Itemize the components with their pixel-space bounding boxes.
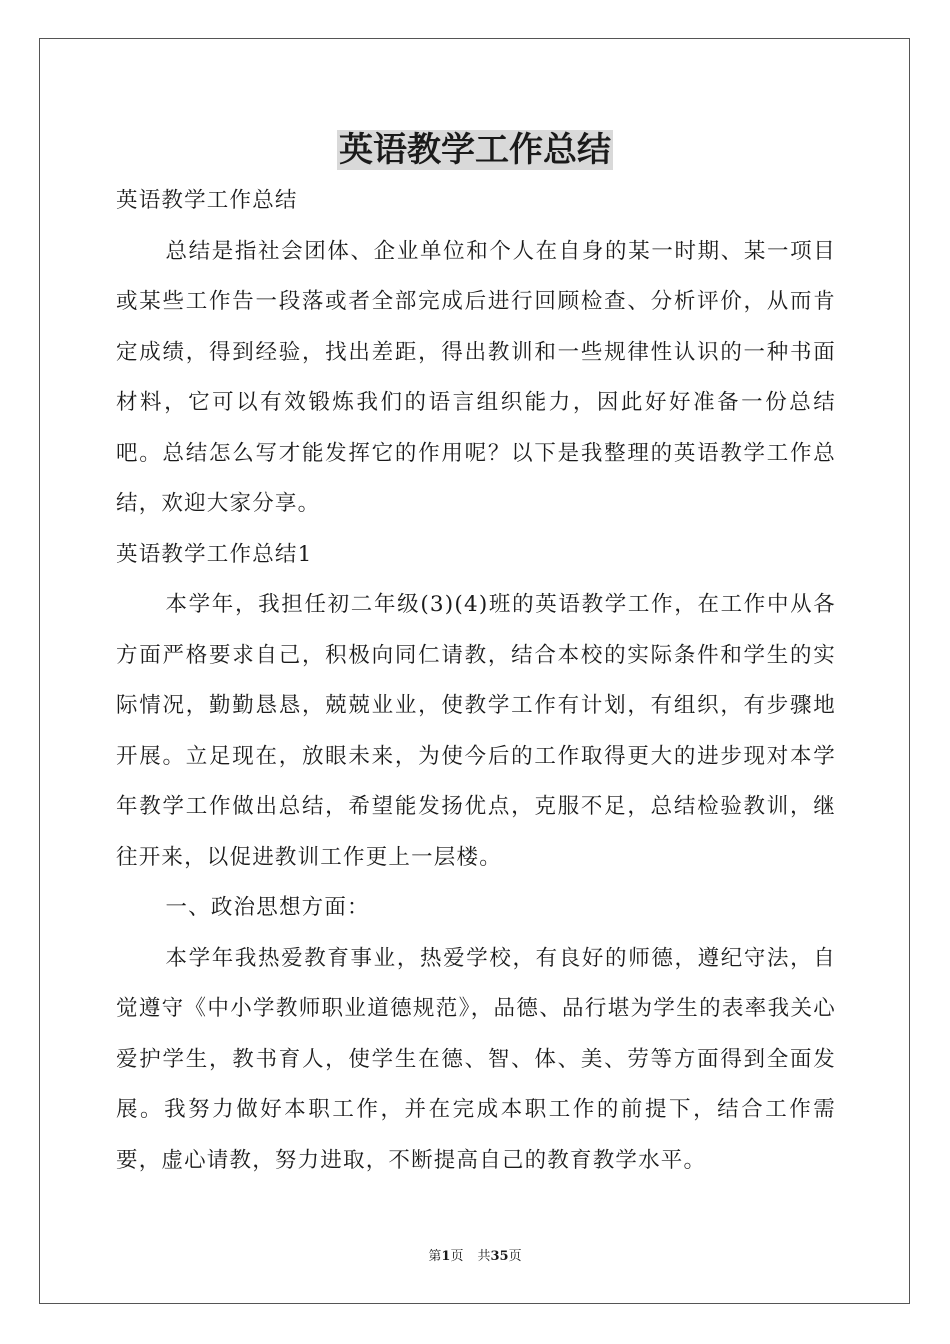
document-title bbox=[0, 128, 950, 172]
total-prefix: 共 bbox=[477, 1249, 491, 1264]
section-title: 英语教学工作总结1 bbox=[116, 541, 313, 567]
page-footer bbox=[0, 1248, 950, 1266]
document-body bbox=[116, 176, 836, 1186]
section-paragraph: 本学年，我担任初二年级(3)(4)班的英语教学工作，在工作中从各方面严格要求自己，积极向同仁请教，结合本校的实际条件和学生的实际情况，勤勤恳恳，兢兢业业，使教学工作有计划，有组织，有步骤地开展。立足现在，放眼未来，为使今后的工作取得更大的进步现对本学年教学工作做出总结，希望能发扬优点，克服不足，总结检验教训，继往开来，以促进教训工作更上一层楼。 bbox=[116, 592, 836, 870]
section-paragraph: 本学年我热爱教育事业，热爱学校，有良好的师德，遵纪守法，自觉遵守《中小学教师职业道德规范》，品德、品行堪为学生的表率我关心爱护学生，教书育人，使学生在德、智、体、美、劳等方面得到全面发展。我努力做好本职工作，并在完成本职工作的前提下，结合工作需要，虚心请教，努力进取，不断提高自己的教育教学水平。 bbox=[116, 945, 836, 1173]
intro-paragraph: 总结是指社会团体、企业单位和个人在自身的某一时期、某一项目或某些工作告一段落或者全部完成后进行回顾检查、分析评价，从而肯定成绩，得到经验，找出差距，得出教训和一些规律性认识的一种书面材料，它可以有效锻炼我们的语言组织能力，因此好好准备一份总结吧。总结怎么写才能发挥它的作用呢？以下是我整理的英语教学工作总结，欢迎大家分享。 bbox=[116, 238, 836, 516]
page-suffix: 页 bbox=[450, 1249, 464, 1264]
document-subtitle: 英语教学工作总结 bbox=[116, 188, 298, 213]
document-title-text: 英语教学工作总结 bbox=[339, 130, 611, 170]
total-suffix: 页 bbox=[508, 1249, 522, 1264]
page-current: 1 bbox=[441, 1249, 451, 1264]
page-prefix: 第 bbox=[428, 1249, 442, 1264]
section-heading: 一、政治思想方面： bbox=[165, 895, 370, 920]
page-total: 35 bbox=[490, 1249, 509, 1264]
